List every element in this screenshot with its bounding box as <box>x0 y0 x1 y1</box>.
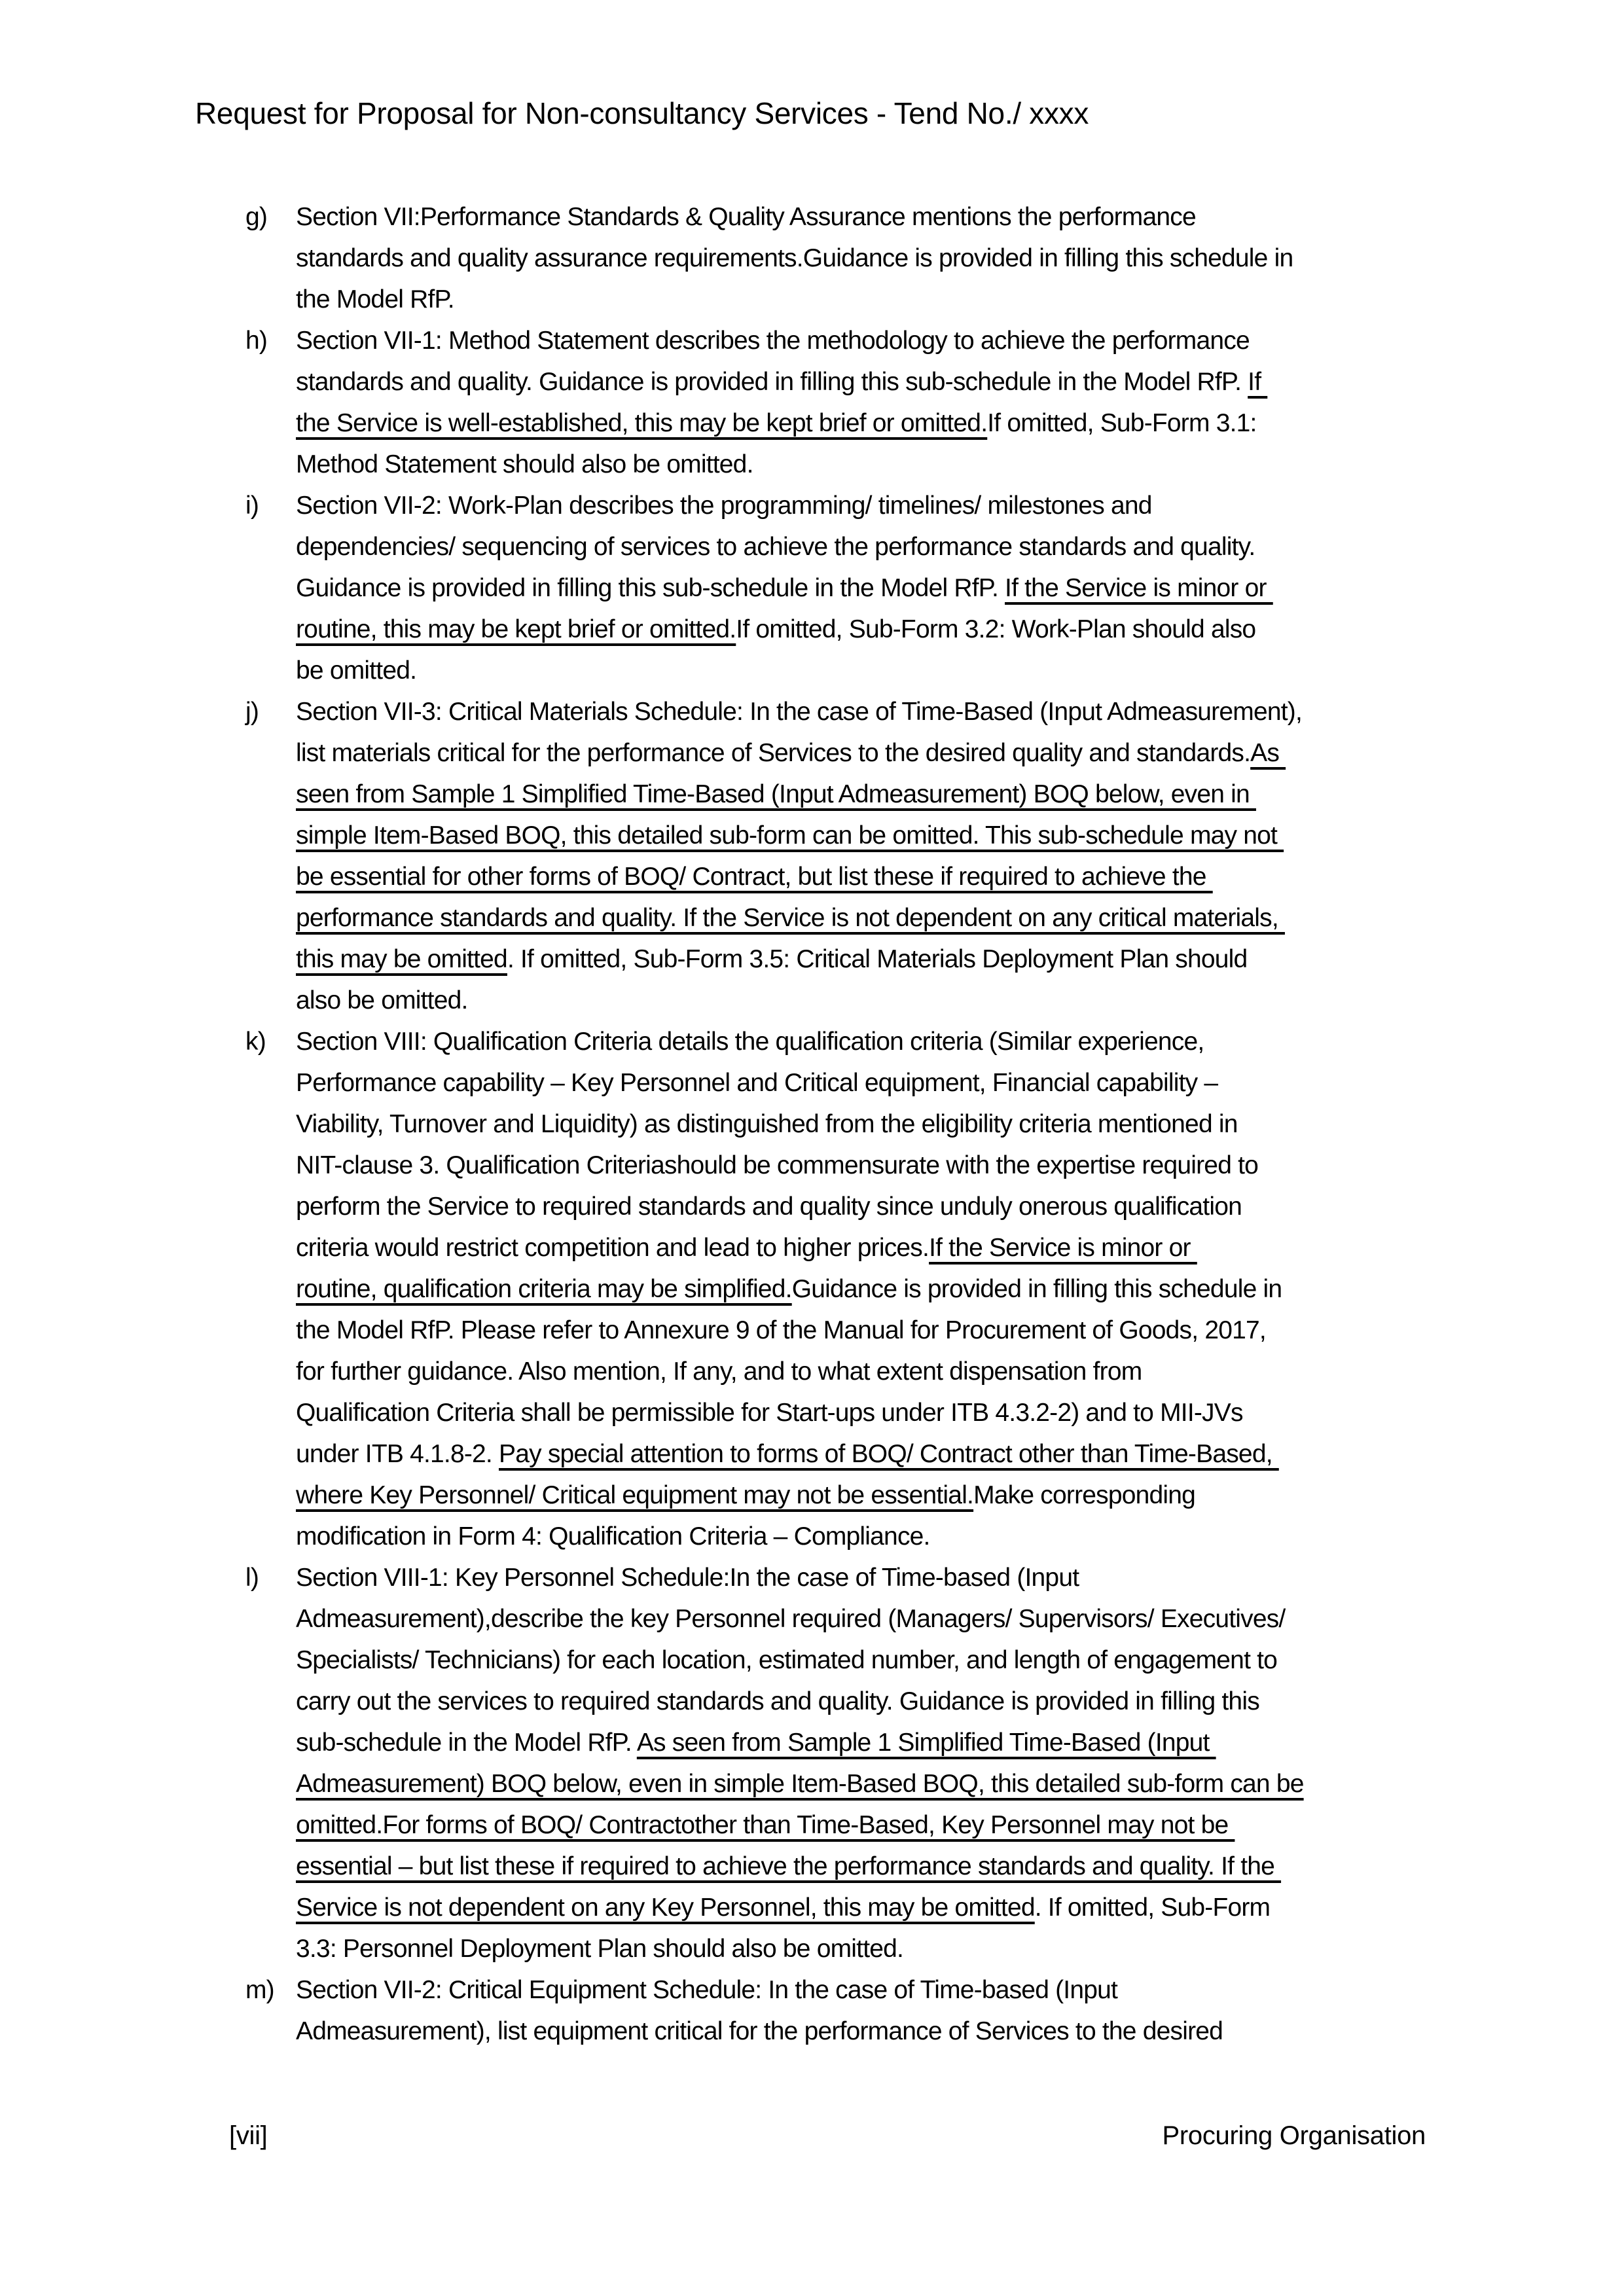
text-segment: NIT-clause 3. Qualification Criteriashould be commensurate with the expertise required to <box>296 1151 1259 1179</box>
text-segment: perform the Service to required standards and quality since unduly onerous qualification <box>296 1193 1242 1221</box>
list-item-marker: g) <box>245 203 268 231</box>
underlined-text: If <box>1248 368 1268 396</box>
page-footer <box>229 2121 1426 2151</box>
page-number: [vii] <box>229 2121 268 2150</box>
text-segment: the Model RfP. Please refer to Annexure 9 of the Manual for Procurement of Goods, 2017, <box>296 1316 1266 1344</box>
text-segment: for further guidance. Also mention, If any, and to what extent dispensation from <box>296 1357 1142 1386</box>
text-segment: Guidance is provided in filling this schedule in <box>791 1275 1282 1303</box>
list-item <box>245 485 1430 691</box>
page-header: Request for Proposal for Non-consultancy Services - Tend No./ xxxx <box>195 96 1089 130</box>
text-line <box>296 320 1430 361</box>
list-item-text <box>296 691 1430 1021</box>
text-segment: standards and quality assurance requirements.Guidance is provided in filling this schedule in <box>296 244 1293 272</box>
text-line <box>296 1145 1430 1186</box>
text-line <box>296 856 1430 897</box>
text-segment: . If omitted, Sub-Form <box>1034 1893 1271 1922</box>
underlined-text: routine, this may be kept brief or omitted. <box>296 615 736 643</box>
underlined-text: Admeasurement) BOQ below, even in simple Item-Based BOQ, this detailed sub-form can be <box>296 1770 1304 1798</box>
text-segment: Section VII-3: Critical Materials Schedule: In the case of Time-Based (Input Admeasurement), <box>296 698 1302 726</box>
text-line <box>296 2011 1430 2052</box>
text-line <box>296 815 1430 856</box>
text-line <box>296 1392 1430 1433</box>
text-line <box>296 1062 1430 1103</box>
underlined-text: routine, qualification criteria may be simplified. <box>296 1275 792 1303</box>
list-item <box>245 1557 1430 1969</box>
text-line <box>296 1351 1430 1392</box>
list-item <box>245 691 1430 1021</box>
underlined-text: essential – but list these if required to achieve the performance standards and quality. If the <box>296 1852 1282 1880</box>
text-line <box>296 1804 1430 1846</box>
text-line <box>296 1763 1430 1804</box>
text-segment: Make corresponding <box>973 1481 1196 1509</box>
text-segment: If omitted, Sub-Form 3.2: Work-Plan should also <box>736 615 1256 643</box>
list-item-text <box>296 320 1430 485</box>
underlined-text: Service is not dependent on any Key Personnel, this may be omitted <box>296 1893 1035 1922</box>
text-line <box>296 1268 1430 1310</box>
text-line <box>296 526 1430 567</box>
list-item-text <box>296 196 1430 320</box>
text-segment: sub-schedule in the Model RfP. <box>296 1729 637 1757</box>
list-item-marker: h) <box>245 327 268 355</box>
text-line <box>296 691 1430 732</box>
text-segment: carry out the services to required standards and quality. Guidance is provided in filling this <box>296 1687 1259 1715</box>
list-item <box>245 1969 1430 2052</box>
text-line <box>296 361 1430 403</box>
list-item-text <box>296 1969 1430 2052</box>
text-segment: also be omitted. <box>296 986 468 1014</box>
text-segment: be omitted. <box>296 656 417 685</box>
text-segment: modification in Form 4: Qualification Criteria – Compliance. <box>296 1522 930 1551</box>
text-segment: Admeasurement), list equipment critical for the performance of Services to the desired <box>296 2017 1223 2045</box>
text-segment: . If omitted, Sub-Form 3.5: Critical Materials Deployment Plan should <box>507 945 1248 973</box>
text-segment: 3.3: Personnel Deployment Plan should also be omitted. <box>296 1935 904 1963</box>
text-line <box>296 1969 1430 2011</box>
text-line <box>296 1021 1430 1062</box>
underlined-text: If the Service is minor or <box>929 1234 1197 1262</box>
list-item-text <box>296 1557 1430 1969</box>
list-item-marker: m) <box>245 1976 274 2004</box>
text-line <box>296 444 1430 485</box>
underlined-text: As <box>1250 739 1286 767</box>
underlined-text: performance standards and quality. If the Service is not dependent on any critical materials, <box>296 904 1285 932</box>
text-line <box>296 1103 1430 1145</box>
text-segment: Section VII-2: Critical Equipment Schedule: In the case of Time-based (Input <box>296 1976 1118 2004</box>
text-line <box>296 1310 1430 1351</box>
text-line <box>296 279 1430 320</box>
underlined-text: simple Item-Based BOQ, this detailed sub-form can be omitted. This sub-schedule may not <box>296 821 1284 850</box>
text-line <box>296 1846 1430 1887</box>
footer-organisation: Procuring Organisation <box>1162 2121 1426 2150</box>
text-segment: Performance capability – Key Personnel and Critical equipment, Financial capability – <box>296 1069 1218 1097</box>
underlined-text: the Service is well-established, this may be kept brief or omitted. <box>296 409 988 437</box>
text-line <box>296 1681 1430 1722</box>
text-line <box>296 1433 1430 1475</box>
text-segment: Section VII:Performance Standards & Quality Assurance mentions the performance <box>296 203 1196 231</box>
text-line <box>296 1516 1430 1557</box>
list-item-marker: l) <box>245 1564 259 1592</box>
text-segment: the Model RfP. <box>296 285 454 314</box>
underlined-text: Pay special attention to forms of BOQ/ Contract other than Time-Based, <box>498 1440 1279 1468</box>
underlined-text: If the Service is minor or <box>1005 574 1273 602</box>
text-line <box>296 403 1430 444</box>
list-item <box>245 1021 1430 1557</box>
list-item-text <box>296 485 1430 691</box>
text-segment: Qualification Criteria shall be permissible for Start-ups under ITB 4.3.2-2) and to MII-JVs <box>296 1399 1243 1427</box>
text-line <box>296 196 1430 238</box>
underlined-text: As seen from Sample 1 Simplified Time-Based (Input <box>636 1729 1216 1757</box>
text-line <box>296 650 1430 691</box>
list-item-marker: k) <box>245 1028 266 1056</box>
list-item <box>245 196 1430 320</box>
text-line <box>296 1598 1430 1640</box>
text-line <box>296 238 1430 279</box>
text-segment: Section VIII-1: Key Personnel Schedule:In the case of Time-based (Input <box>296 1564 1079 1592</box>
text-line <box>296 1640 1430 1681</box>
text-segment: standards and quality. Guidance is provided in filling this sub-schedule in the Model RfP. <box>296 368 1248 396</box>
text-segment: Admeasurement),describe the key Personnel required (Managers/ Supervisors/ Executives/ <box>296 1605 1286 1633</box>
text-line <box>296 485 1430 526</box>
text-segment: criteria would restrict competition and lead to higher prices. <box>296 1234 929 1262</box>
text-line <box>296 609 1430 650</box>
text-line <box>296 1227 1430 1268</box>
text-line <box>296 774 1430 815</box>
text-segment: Specialists/ Technicians) for each location, estimated number, and length of engagement to <box>296 1646 1278 1674</box>
text-segment: Viability, Turnover and Liquidity) as distinguished from the eligibility criteria mentioned in <box>296 1110 1238 1138</box>
text-line <box>296 1928 1430 1969</box>
text-line <box>296 939 1430 980</box>
list-item-text <box>296 1021 1430 1557</box>
text-line <box>296 1186 1430 1227</box>
text-line <box>296 732 1430 774</box>
text-line <box>296 1887 1430 1928</box>
text-line <box>296 897 1430 939</box>
text-line <box>296 1475 1430 1516</box>
list-item-marker: j) <box>245 698 259 726</box>
text-segment: under ITB 4.1.8-2. <box>296 1440 499 1468</box>
text-line <box>296 1722 1430 1763</box>
underlined-text: seen from Sample 1 Simplified Time-Based (Input Admeasurement) BOQ below, even in <box>296 780 1256 808</box>
underlined-text: where Key Personnel/ Critical equipment may not be essential. <box>296 1481 974 1509</box>
list-item <box>245 320 1430 485</box>
text-segment: If omitted, Sub-Form 3.1: <box>987 409 1257 437</box>
text-segment: Method Statement should also be omitted. <box>296 450 753 478</box>
text-segment: Guidance is provided in filling this sub-schedule in the Model RfP. <box>296 574 1005 602</box>
text-segment: Section VII-2: Work-Plan describes the programming/ timelines/ milestones and <box>296 492 1152 520</box>
text-segment: Section VII-1: Method Statement describes the methodology to achieve the performance <box>296 327 1250 355</box>
underlined-text: be essential for other forms of BOQ/ Contract, but list these if required to achieve the <box>296 863 1213 891</box>
list-item-marker: i) <box>245 492 259 520</box>
paragraph-list <box>245 196 1430 2052</box>
text-segment: dependencies/ sequencing of services to achieve the performance standards and quality. <box>296 533 1255 561</box>
text-line <box>296 567 1430 609</box>
text-segment: Section VIII: Qualification Criteria details the qualification criteria (Similar experience, <box>296 1028 1204 1056</box>
text-segment: list materials critical for the performance of Services to the desired quality and standards. <box>296 739 1251 767</box>
underlined-text: this may be omitted <box>296 945 507 973</box>
underlined-text: omitted.For forms of BOQ/ Contractother than Time-Based, Key Personnel may not be <box>296 1811 1235 1839</box>
text-line <box>296 980 1430 1021</box>
text-line <box>296 1557 1430 1598</box>
